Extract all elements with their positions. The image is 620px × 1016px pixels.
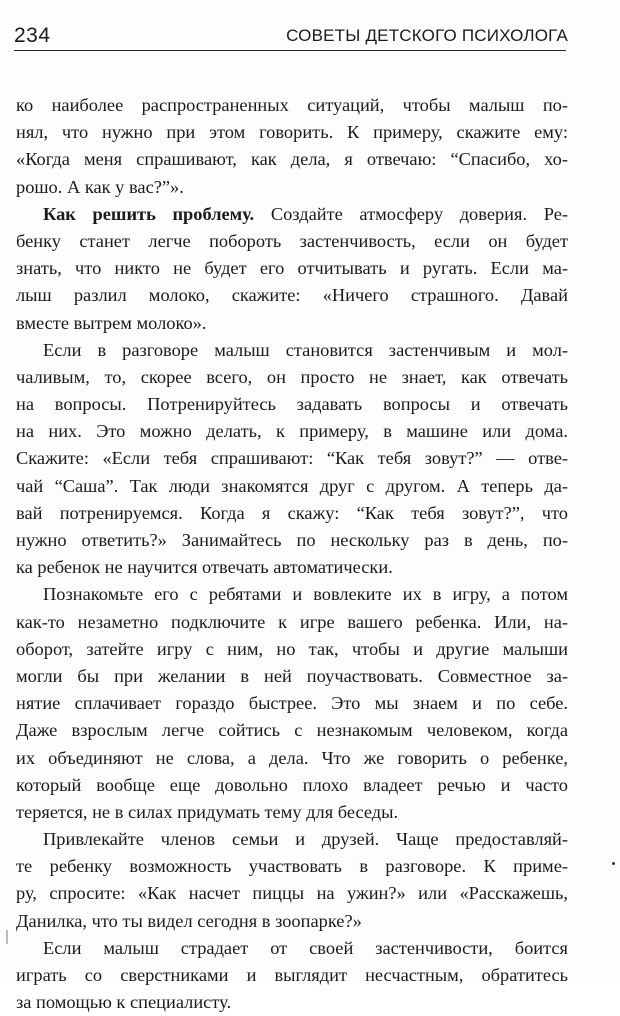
text-line: вай потренируемся. Когда я скажу: “Как тебя зовут?”, что (16, 502, 568, 523)
text-line: за помощью к специалисту. (16, 992, 232, 1013)
page-number: 234 (14, 24, 51, 47)
section-lead-heading: Как решить проблему. (43, 203, 255, 224)
text-line: ру, спросите: «Как насчет пиццы на ужин?» или «Расскажешь, (16, 883, 568, 904)
text-line: чай “Саша”. Так люди знакомятся друг с другом. А теперь да- (16, 475, 568, 496)
text-line: лыш разлил молоко, скажите: «Ничего страшного. Давай (16, 285, 568, 306)
text-line: оборот, затейте игру с ним, но так, чтобы и другие малыши (16, 638, 568, 659)
paragraph-2 (16, 201, 568, 337)
running-title: СОВЕТЫ ДЕТСКОГО ПСИХОЛОГА (286, 26, 568, 45)
paragraph-4 (16, 581, 568, 826)
text-line: как-то незаметно подключите к игре вашего ребенка. Или, на- (16, 611, 568, 632)
text-line: Даже взрослым легче сойтись с незнакомым человеком, когда (16, 720, 568, 741)
text-line: могли бы при желании в ней поучаствовать. Совместное за- (16, 665, 568, 686)
header-divider (14, 50, 566, 51)
text-line: нял, что нужно при этом говорить. К примеру, скажите ему: (16, 122, 568, 143)
text-line: вместе вытрем молоко». (16, 312, 207, 333)
text-line: рошо. А как у вас?”». (16, 176, 184, 197)
text-line: те ребенку возможность участвовать в разговоре. К приме- (16, 856, 568, 877)
text-line: играть со сверстниками и выглядит несчастным, обратитесь (16, 965, 568, 985)
paragraph-6 (16, 935, 568, 1016)
text-line: нятие сплачивает гораздо быстрее. Это мы знаем и по себе. (16, 693, 568, 714)
text-line: ко наиболее распространенных ситуаций, чтобы малыш по- (16, 95, 568, 115)
scan-edge-mark (6, 930, 8, 944)
page-header (0, 22, 620, 52)
paragraph-1 (16, 92, 568, 201)
text-line: Привлекайте членов семьи и друзей. Чаще предоставляй- (43, 829, 568, 850)
text-line: на вопросы. Потренируйтесь задавать вопросы и отвечать (16, 394, 568, 415)
body-text (16, 92, 568, 1016)
text-line: нужно ответить?» Занимайтесь по нескольку раз в день, по- (16, 530, 568, 550)
text-line: теряется, не в силах придумать тему для беседы. (16, 801, 399, 822)
paragraph-5 (16, 826, 568, 935)
text-line: Познакомьте его с ребятами и вовлеките их в игру, а потом (43, 584, 568, 605)
scan-speck (612, 862, 615, 865)
text-line: Если в разговоре малыш становится застенчивым и мол- (43, 339, 568, 360)
paragraph-3 (16, 337, 568, 582)
text-line: Если малыш страдает от своей застенчивости, боится (43, 937, 568, 958)
text-line (16, 201, 568, 228)
text-line: ка ребенок не научится отвечать автоматически. (16, 557, 393, 578)
text-line: который вообще еще довольно плохо владеет речью и часто (16, 774, 568, 795)
text-line: на них. Это можно делать, к примеру, в машине или дома. (16, 421, 568, 442)
text-line: «Когда меня спрашивают, как дела, я отвечаю: “Спасибо, хо- (16, 149, 568, 170)
text-line: знать, что никто не будет его отчитывать и ругать. Если ма- (16, 258, 568, 279)
text-line: Скажите: «Если тебя спрашивают: “Как тебя зовут?” — отве- (16, 448, 568, 469)
text-line: Данилка, что ты видел сегодня в зоопарке?» (16, 910, 362, 931)
text-line: их объединяют не слова, а дела. Что же говорить о ребенке, (16, 747, 568, 768)
text-line: бенку станет легче побороть застенчивость, если он будет (16, 230, 568, 251)
text-fragment: Создайте атмосферу доверия. Ре- (254, 203, 568, 224)
text-line: чаливым, то, скорее всего, он просто не знает, как отвечать (16, 366, 568, 387)
